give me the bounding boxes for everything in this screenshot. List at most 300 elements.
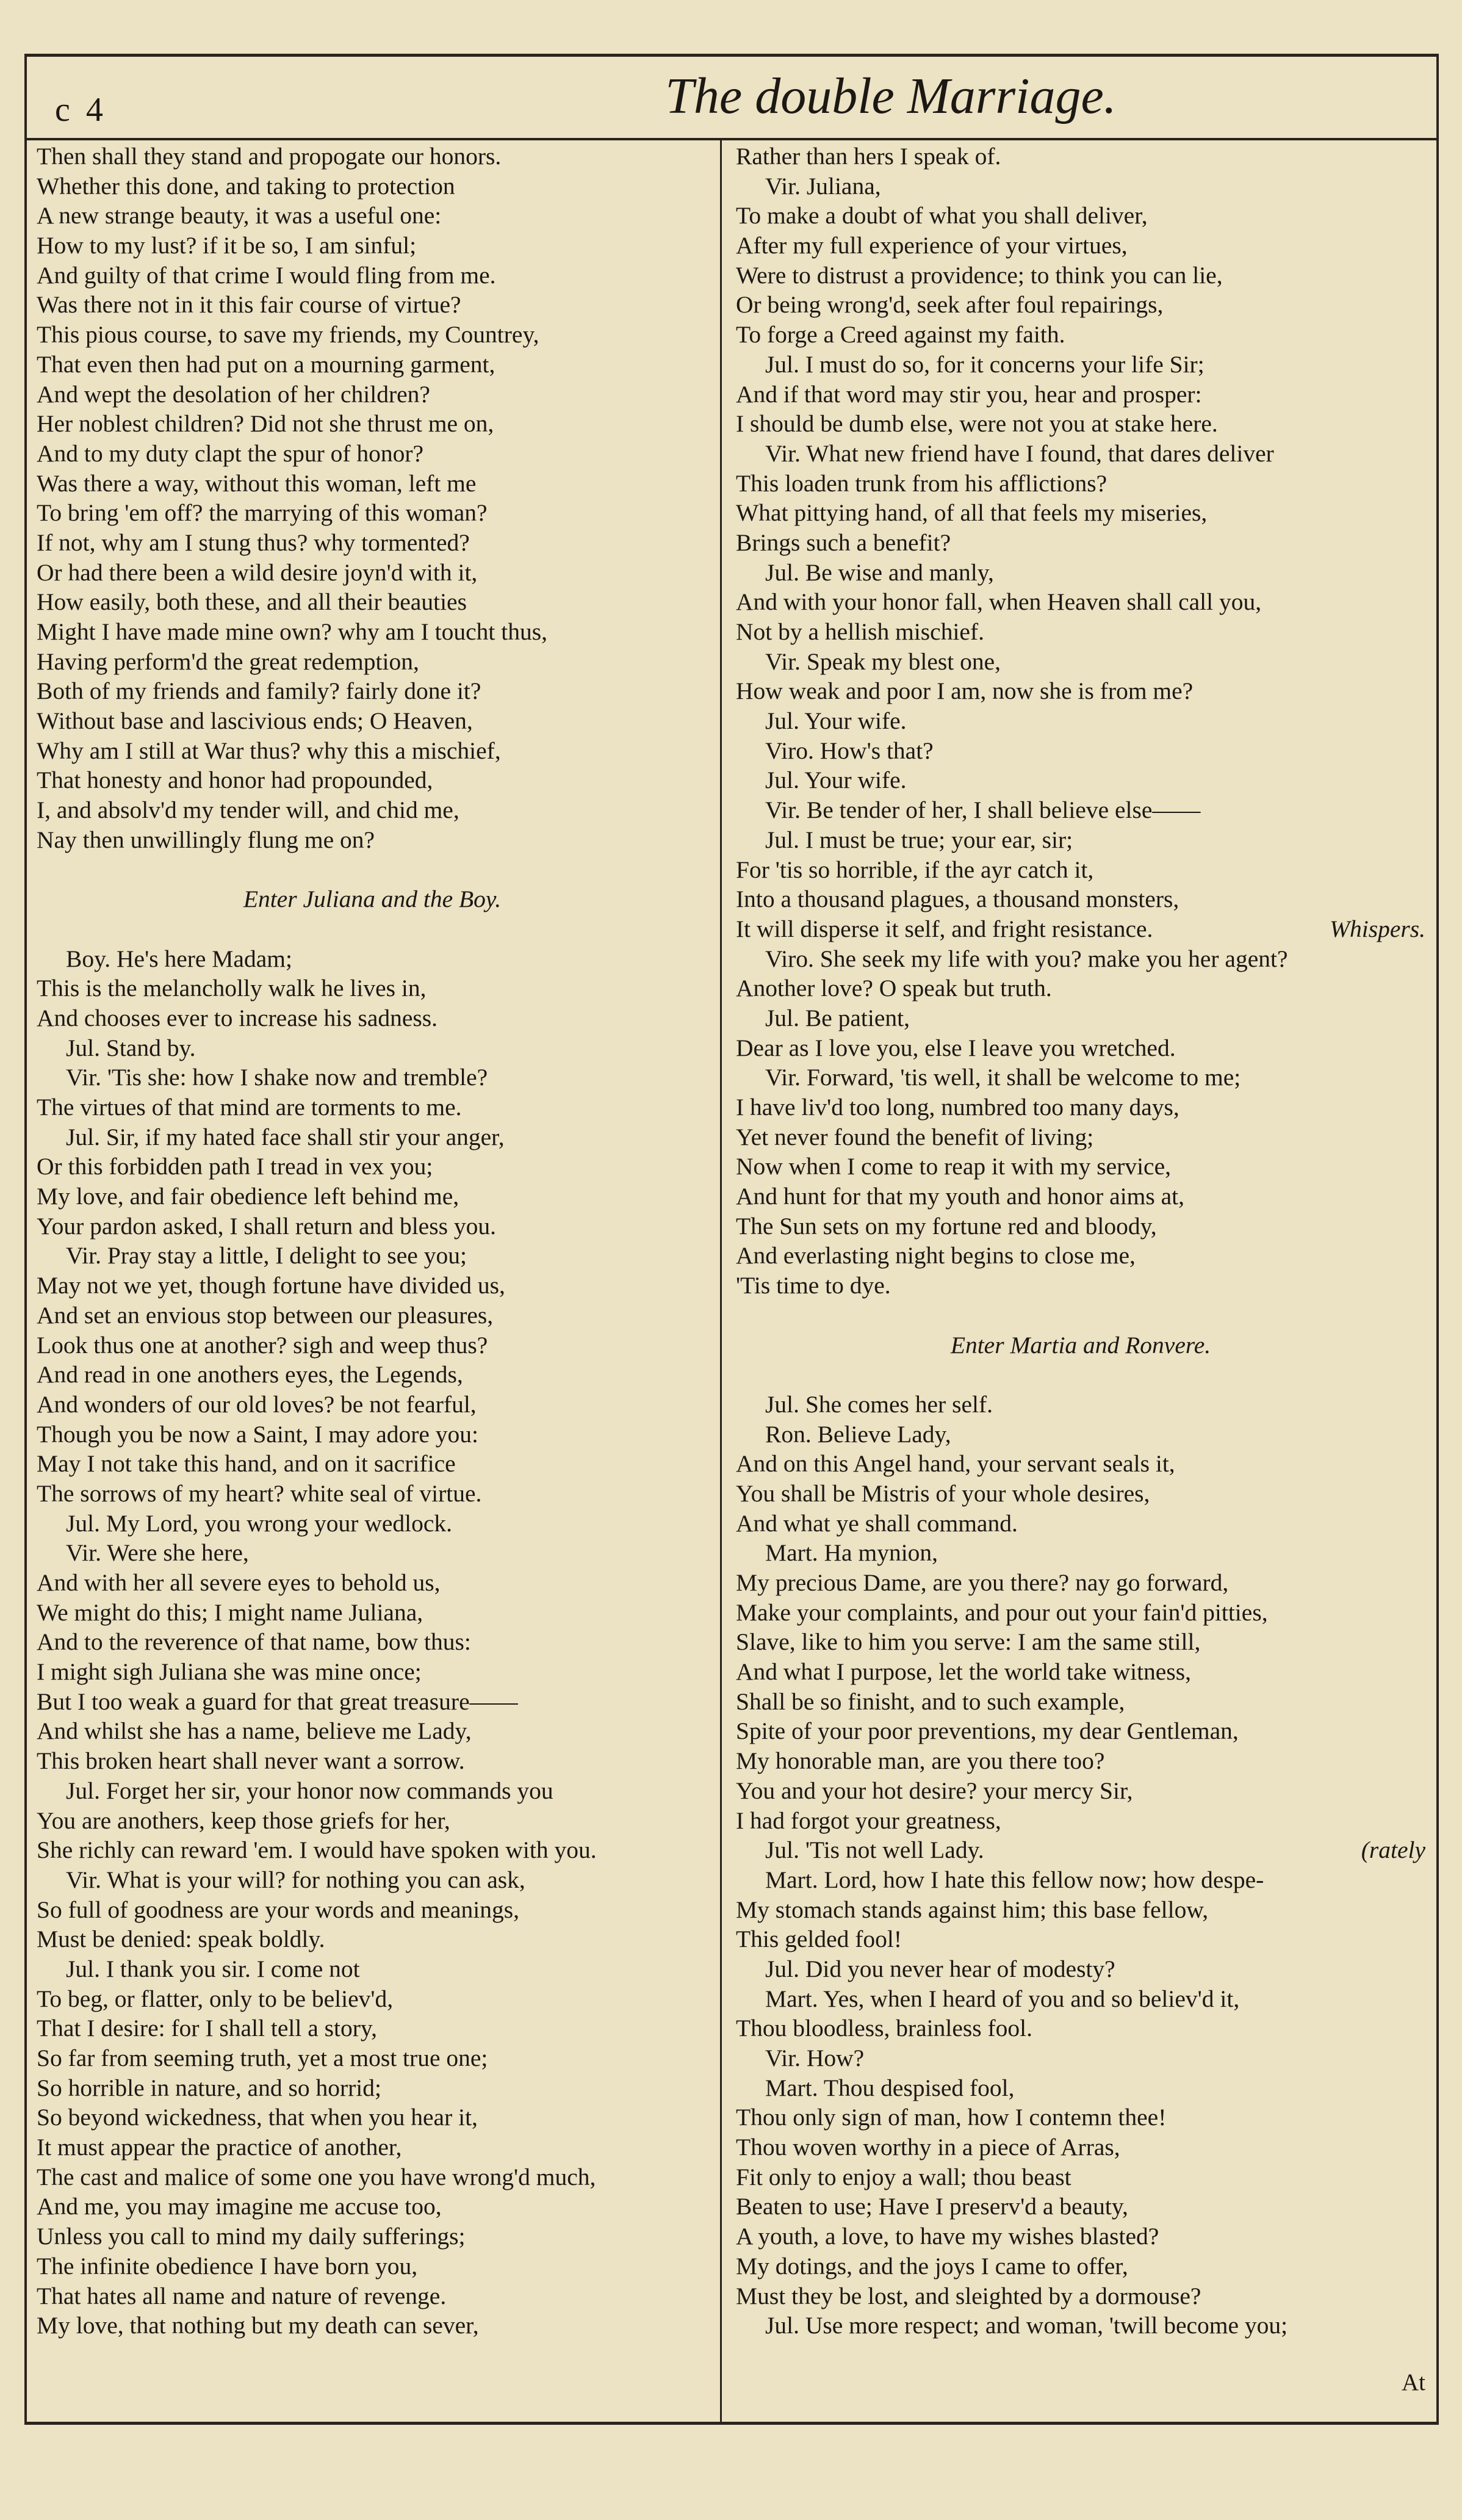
line-text: You and your hot desire? your mercy Sir, xyxy=(736,1777,1133,1804)
line-text: We might do this; I might name Juliana, xyxy=(37,1598,423,1626)
text-line xyxy=(736,973,1425,1003)
text-line xyxy=(736,528,1425,558)
text-line xyxy=(736,350,1425,380)
line-text: Mart. Thou despised fool, xyxy=(765,2074,1015,2101)
line-text: My precious Dame, are you there? nay go forward, xyxy=(736,1569,1229,1596)
text-line xyxy=(736,380,1425,410)
text-line xyxy=(37,1182,708,1211)
line-text: Jul. Use more respect; and woman, 'twill become you; xyxy=(765,2312,1288,2339)
text-line xyxy=(736,736,1425,766)
text-line xyxy=(736,1271,1425,1301)
text-line xyxy=(37,1538,708,1568)
text-line xyxy=(37,2311,708,2341)
text-line xyxy=(37,2222,708,2251)
text-line xyxy=(736,2222,1425,2251)
text-line xyxy=(736,1241,1425,1271)
text-line xyxy=(37,617,708,647)
line-text: Jul. Forget her sir, your honor now commands you xyxy=(66,1777,553,1804)
text-line xyxy=(736,1420,1425,1450)
text-line xyxy=(37,1092,708,1122)
text-line xyxy=(37,765,708,795)
text-line xyxy=(736,587,1425,617)
text-line xyxy=(736,2073,1425,2103)
text-line xyxy=(37,201,708,231)
line-text: You are anothers, keep those griefs for her, xyxy=(37,1807,450,1834)
text-line xyxy=(37,1122,708,1152)
text-line xyxy=(37,1984,708,2014)
line-text: Jul. Your wife. xyxy=(765,767,907,794)
text-line xyxy=(37,587,708,617)
text-line xyxy=(37,1954,708,1984)
catchword: At xyxy=(1402,2369,1425,2395)
line-text: Make your complaints, and pour out your fain'd pitties, xyxy=(736,1598,1268,1626)
line-text: Shall be so finisht, and to such example, xyxy=(736,1688,1125,1715)
text-line xyxy=(37,171,708,201)
line-text: Vir. How? xyxy=(765,2045,865,2071)
line-text: Was there not in it this fair course of virtue? xyxy=(37,291,461,319)
text-line xyxy=(736,1716,1425,1746)
line-text: And me, you may imagine me accuse too, xyxy=(37,2193,442,2220)
line-text: Vir. Be tender of her, I shall believe else—— xyxy=(765,796,1201,824)
line-text: For 'tis so horrible, if the ayr catch it, xyxy=(736,856,1094,883)
spacer xyxy=(37,855,708,885)
text-line xyxy=(736,2103,1425,2132)
text-line xyxy=(736,1687,1425,1717)
text-line xyxy=(37,380,708,410)
text-line xyxy=(736,855,1425,885)
line-text: 'Tis time to dye. xyxy=(736,1272,891,1299)
text-line xyxy=(736,1092,1425,1122)
text-line xyxy=(37,2192,708,2222)
line-text: Both of my friends and family? fairly done it? xyxy=(37,677,481,705)
line-text: Might I have made mine own? why am I toucht thus, xyxy=(37,618,548,645)
left-border xyxy=(24,54,27,2422)
line-text: I had forgot your greatness, xyxy=(736,1807,1001,1834)
text-line xyxy=(736,320,1425,350)
line-text: May I not take this hand, and on it sacrifice xyxy=(37,1450,456,1478)
line-text: Vir. 'Tis she: how I shake now and tremble? xyxy=(66,1064,488,1091)
line-text: Jul. My Lord, you wrong your wedlock. xyxy=(66,1509,453,1537)
text-line xyxy=(736,1865,1425,1895)
line-text: How weak and poor I am, now she is from me? xyxy=(736,677,1194,705)
line-text: Into a thousand plagues, a thousand monsters, xyxy=(736,886,1179,913)
line-text: And chooses ever to increase his sadness. xyxy=(37,1004,438,1031)
text-line xyxy=(37,261,708,291)
text-line xyxy=(37,1746,708,1776)
line-text: To bring 'em off? the marrying of this woman? xyxy=(37,499,488,527)
line-text: May not we yet, though fortune have divided us, xyxy=(37,1272,505,1299)
text-line xyxy=(37,2251,708,2281)
line-text: Her noblest children? Did not she thrust me on, xyxy=(37,410,494,438)
text-line xyxy=(736,1924,1425,1954)
line-text: Jul. Be patient, xyxy=(765,1004,910,1031)
header-rule xyxy=(24,138,1439,140)
text-line xyxy=(37,706,708,736)
line-text: Viro. How's that? xyxy=(765,737,934,764)
line-text: And what I purpose, let the world take witness, xyxy=(736,1658,1191,1686)
text-line xyxy=(37,647,708,677)
text-line xyxy=(37,1865,708,1895)
text-line xyxy=(736,1746,1425,1776)
line-text: That honesty and honor had propounded, xyxy=(37,767,433,794)
line-text: This is the melancholly walk he lives in, xyxy=(37,975,427,1002)
line-text: That I desire: for I shall tell a story, xyxy=(37,2015,377,2042)
line-text: And everlasting night begins to close me, xyxy=(736,1242,1136,1269)
text-line xyxy=(736,558,1425,588)
line-text: But I too weak a guard for that great treasure—— xyxy=(37,1688,518,1715)
text-line xyxy=(37,1301,708,1330)
text-line xyxy=(37,2013,708,2043)
line-text: So beyond wickedness, that when you hear it, xyxy=(37,2104,478,2131)
line-text: Jul. Sir, if my hated face shall stir your anger, xyxy=(66,1123,505,1150)
line-text: If not, why am I stung thus? why tormented? xyxy=(37,529,470,556)
right-border xyxy=(1436,54,1439,2422)
line-text: And whilst she has a name, believe me Lady, xyxy=(37,1717,472,1745)
line-text: Jul. Stand by. xyxy=(66,1034,196,1061)
text-line xyxy=(736,1835,1425,1865)
line-text: Vir. What new friend have I found, that dares deliver xyxy=(765,439,1274,467)
line-text: How to my lust? if it be so, I am sinful; xyxy=(37,232,417,259)
text-line xyxy=(736,2132,1425,2162)
line-text: And to my duty clapt the spur of honor? xyxy=(37,439,424,467)
line-text: And wonders of our old loves? be not fearful, xyxy=(37,1390,477,1418)
line-text: This broken heart shall never want a sorrow. xyxy=(37,1747,465,1775)
line-text: Jul. Did you never hear of modesty? xyxy=(765,1955,1115,1982)
line-text: That even then had put on a mourning garment, xyxy=(37,350,495,378)
line-text: Without base and lascivious ends; O Heaven, xyxy=(37,707,473,735)
line-text: Why am I still at War thus? why this a mischief, xyxy=(37,737,501,764)
line-text: My honorable man, are you there too? xyxy=(736,1747,1105,1775)
line-text: My love, and fair obedience left behind me, xyxy=(37,1183,459,1210)
line-text: You shall be Mistris of your whole desires, xyxy=(736,1479,1150,1507)
line-text: Nay then unwillingly flung me on? xyxy=(37,826,375,853)
line-text: My dotings, and the joys I came to offer, xyxy=(736,2252,1128,2280)
text-line xyxy=(37,1449,708,1479)
line-text: Thou bloodless, brainless fool. xyxy=(736,2015,1033,2042)
text-line xyxy=(37,1509,708,1539)
text-line xyxy=(736,1182,1425,1211)
text-line xyxy=(37,1895,708,1925)
text-line xyxy=(37,439,708,469)
line-text: Whether this done, and taking to protection xyxy=(37,172,455,200)
marginal-note: Whispers. xyxy=(1330,915,1425,942)
line-text: And wept the desolation of her children? xyxy=(37,380,430,408)
text-line xyxy=(37,142,708,171)
running-title: The double Marriage. xyxy=(665,68,1117,125)
line-text: Then shall they stand and propogate our honors. xyxy=(37,143,502,170)
line-text: Thou woven worthy in a piece of Arras, xyxy=(736,2134,1120,2161)
text-line xyxy=(37,795,708,825)
text-line xyxy=(736,469,1425,499)
text-line xyxy=(37,1835,708,1865)
text-line xyxy=(736,1152,1425,1182)
line-text: Must they be lost, and sleighted by a dormouse? xyxy=(736,2282,1201,2309)
line-text: How easily, both these, and all their beauties xyxy=(37,588,467,616)
line-text: Thou only sign of man, how I contemn thee! xyxy=(736,2104,1167,2131)
line-text: It will disperse it self, and fright resistance. xyxy=(736,915,1153,942)
line-text: Was there a way, without this woman, left me xyxy=(37,469,477,497)
text-line xyxy=(37,1063,708,1092)
text-line xyxy=(736,647,1425,677)
line-text: It must appear the practice of another, xyxy=(37,2134,402,2161)
text-line xyxy=(736,2192,1425,2222)
line-text: A new strange beauty, it was a useful one: xyxy=(37,202,442,229)
bottom-rule xyxy=(24,2422,1439,2425)
text-line xyxy=(37,1330,708,1360)
text-line xyxy=(736,884,1425,914)
text-line xyxy=(736,2311,1425,2341)
line-text: Or had there been a wild desire joyn'd with it, xyxy=(37,558,478,586)
line-text: Dear as I love you, else I leave you wretched. xyxy=(736,1034,1176,1061)
line-text: And with her all severe eyes to behold us, xyxy=(37,1569,441,1596)
line-text: To beg, or flatter, only to be believ'd, xyxy=(37,1985,394,2012)
text-line xyxy=(736,795,1425,825)
text-line xyxy=(37,290,708,320)
left-text-column xyxy=(37,142,708,2341)
text-line xyxy=(736,1806,1425,1836)
text-line xyxy=(736,1033,1425,1063)
text-line xyxy=(37,1271,708,1301)
line-text: And to the reverence of that name, bow thus: xyxy=(37,1628,471,1656)
text-line xyxy=(37,1420,708,1450)
line-text: Rather than hers I speak of. xyxy=(736,143,1001,170)
text-line xyxy=(736,706,1425,736)
spacer xyxy=(736,1301,1425,1330)
text-line xyxy=(736,498,1425,528)
line-text: Look thus one at another? sigh and weep thus? xyxy=(37,1331,488,1359)
line-text: Brings such a benefit? xyxy=(736,529,951,556)
text-line xyxy=(736,1211,1425,1241)
text-line xyxy=(37,1003,708,1033)
text-line xyxy=(736,2043,1425,2073)
text-line xyxy=(37,2281,708,2311)
line-text: Were to distrust a providence; to think you can lie, xyxy=(736,261,1223,289)
text-line xyxy=(736,1568,1425,1598)
line-text: And read in one anothers eyes, the Legends, xyxy=(37,1361,463,1388)
text-line xyxy=(736,1122,1425,1152)
text-line xyxy=(37,676,708,706)
text-line xyxy=(37,528,708,558)
text-line xyxy=(736,2281,1425,2311)
stage-direction xyxy=(37,884,708,914)
line-text: This loaden trunk from his afflictions? xyxy=(736,469,1107,497)
line-text: Jul. I must be true; your ear, sir; xyxy=(765,826,1073,853)
spacer xyxy=(736,1360,1425,1390)
text-line xyxy=(37,2073,708,2103)
text-line xyxy=(37,1776,708,1806)
text-line xyxy=(37,1806,708,1836)
line-text: That hates all name and nature of revenge. xyxy=(37,2282,447,2309)
line-text: Enter Juliana and the Boy. xyxy=(243,886,502,913)
text-line xyxy=(736,1954,1425,1984)
line-text: Unless you call to mind my daily sufferings; xyxy=(37,2223,466,2250)
line-text: And guilty of that crime I would fling from me. xyxy=(37,261,496,289)
line-text: Vir. What is your will? for nothing you can ask, xyxy=(66,1866,525,1893)
text-line xyxy=(736,1598,1425,1628)
right-text-column xyxy=(736,142,1425,2341)
text-line xyxy=(37,1241,708,1271)
line-text: Or this forbidden path I tread in vex you; xyxy=(37,1153,433,1180)
text-line xyxy=(736,1657,1425,1687)
text-line xyxy=(37,1657,708,1687)
text-line xyxy=(37,2043,708,2073)
text-line xyxy=(736,676,1425,706)
line-text: So far from seeming truth, yet a most true one; xyxy=(37,2045,488,2071)
line-text: Jul. 'Tis not well Lady. xyxy=(765,1836,984,1864)
line-text: I, and absolv'd my tender will, and chid me, xyxy=(37,796,459,824)
line-text: Vir. Speak my blest one, xyxy=(765,648,1001,675)
text-line xyxy=(736,617,1425,647)
text-line xyxy=(37,469,708,499)
text-line xyxy=(736,409,1425,439)
text-line xyxy=(736,2013,1425,2043)
line-text: And on this Angel hand, your servant seals it, xyxy=(736,1450,1175,1478)
line-text: So full of goodness are your words and meanings, xyxy=(37,1896,519,1923)
line-text: Mart. Lord, how I hate this fellow now; how despe- xyxy=(765,1866,1264,1893)
line-text: A youth, a love, to have my wishes blasted? xyxy=(736,2223,1159,2250)
spacer xyxy=(37,914,708,944)
line-text: My love, that nothing but my death can sever, xyxy=(37,2312,479,2339)
text-line xyxy=(37,231,708,261)
text-line xyxy=(736,2162,1425,2192)
line-text: Vir. Forward, 'tis well, it shall be welcome to me; xyxy=(765,1064,1241,1091)
text-line xyxy=(37,1033,708,1063)
text-line xyxy=(736,914,1425,944)
line-text: Though you be now a Saint, I may adore you: xyxy=(37,1420,479,1448)
line-text: After my full experience of your virtues, xyxy=(736,232,1128,259)
line-text: Jul. Be wise and manly, xyxy=(765,558,994,586)
line-text: Mart. Ha mynion, xyxy=(765,1539,938,1567)
line-text: I have liv'd too long, numbred too many days, xyxy=(736,1094,1179,1121)
text-line xyxy=(736,1509,1425,1539)
text-line xyxy=(37,1627,708,1657)
text-line xyxy=(37,2103,708,2132)
text-line xyxy=(37,736,708,766)
line-text: What pittying hand, of all that feels my miseries, xyxy=(736,499,1208,527)
line-text: Jul. I must do so, for it concerns your life Sir; xyxy=(765,350,1205,378)
text-line xyxy=(736,171,1425,201)
line-text: My stomach stands against him; this base fellow, xyxy=(736,1896,1209,1923)
text-line xyxy=(37,973,708,1003)
text-line xyxy=(736,1776,1425,1806)
text-line xyxy=(736,1538,1425,1568)
line-text: Yet never found the benefit of living; xyxy=(736,1123,1094,1150)
text-line xyxy=(736,439,1425,469)
text-line xyxy=(736,231,1425,261)
text-line xyxy=(37,1360,708,1390)
line-text: To make a doubt of what you shall deliver, xyxy=(736,202,1148,229)
signature-mark: c 4 xyxy=(55,91,107,129)
line-text: Your pardon asked, I shall return and bless you. xyxy=(37,1212,496,1240)
column-divider xyxy=(720,138,722,2424)
text-line xyxy=(736,825,1425,855)
line-text: Spite of your poor preventions, my dear Gentleman, xyxy=(736,1717,1239,1745)
line-text: So horrible in nature, and so horrid; xyxy=(37,2074,381,2101)
line-text: This pious course, to save my friends, my Countrey, xyxy=(37,321,539,348)
text-line xyxy=(736,1063,1425,1092)
line-text: To forge a Creed against my faith. xyxy=(736,321,1065,348)
line-text: Another love? O speak but truth. xyxy=(736,975,1052,1002)
line-text: The Sun sets on my fortune red and bloody, xyxy=(736,1212,1157,1240)
text-line xyxy=(37,409,708,439)
line-text: Jul. She comes her self. xyxy=(765,1390,993,1418)
text-line xyxy=(736,1003,1425,1033)
line-text: Beaten to use; Have I preserv'd a beauty, xyxy=(736,2193,1128,2220)
text-line xyxy=(736,765,1425,795)
line-text: Or being wrong'd, seek after foul repairings, xyxy=(736,291,1164,319)
line-text: Fit only to enjoy a wall; thou beast xyxy=(736,2163,1071,2190)
text-line xyxy=(37,1716,708,1746)
line-text: Jul. Your wife. xyxy=(765,707,907,735)
line-text: Having perform'd the great redemption, xyxy=(37,648,419,675)
line-text: The sorrows of my heart? white seal of virtue. xyxy=(37,1479,482,1507)
text-line xyxy=(736,1479,1425,1509)
text-line xyxy=(37,1687,708,1717)
text-line xyxy=(37,2162,708,2192)
line-text: Vir. Were she here, xyxy=(66,1539,249,1567)
line-text: I should be dumb else, were not you at stake here. xyxy=(736,410,1218,438)
text-line xyxy=(37,558,708,588)
line-text: Ron. Believe Lady, xyxy=(765,1420,951,1448)
marginal-note: (rately xyxy=(1361,1836,1425,1864)
line-text: Boy. He's here Madam; xyxy=(66,945,292,972)
text-line xyxy=(37,350,708,380)
text-line xyxy=(736,290,1425,320)
line-text: And set an envious stop between our pleasures, xyxy=(37,1301,494,1329)
line-text: Viro. She seek my life with you? make you her agent? xyxy=(765,945,1288,972)
text-line xyxy=(736,142,1425,171)
line-text: Slave, like to him you serve: I am the same still, xyxy=(736,1628,1201,1656)
line-text: Mart. Yes, when I heard of you and so believ'd it, xyxy=(765,1985,1240,2012)
text-line xyxy=(736,1390,1425,1420)
line-text: This gelded fool! xyxy=(736,1926,902,1953)
line-text: The infinite obedience I have born you, xyxy=(37,2252,418,2280)
line-text: And if that word may stir you, hear and prosper: xyxy=(736,380,1202,408)
text-line xyxy=(37,1152,708,1182)
text-line xyxy=(37,1211,708,1241)
line-text: She richly can reward 'em. I would have spoken with you. xyxy=(37,1836,597,1864)
line-text: Must be denied: speak boldly. xyxy=(37,1926,325,1953)
line-text: The cast and malice of some one you have wrong'd much, xyxy=(37,2163,596,2190)
text-line xyxy=(37,1390,708,1420)
text-line xyxy=(37,1568,708,1598)
line-text: Vir. Pray stay a little, I delight to see you; xyxy=(66,1242,467,1269)
line-text: Jul. I thank you sir. I come not xyxy=(66,1955,360,1982)
line-text: I might sigh Juliana she was mine once; xyxy=(37,1658,422,1686)
text-line xyxy=(37,2132,708,2162)
text-line xyxy=(736,1449,1425,1479)
stage-direction xyxy=(736,1330,1425,1360)
text-line xyxy=(37,1924,708,1954)
line-text: Vir. Juliana, xyxy=(765,172,881,200)
text-line xyxy=(37,1479,708,1509)
text-line xyxy=(736,1984,1425,2014)
line-text: Enter Martia and Ronvere. xyxy=(950,1331,1211,1359)
top-rule xyxy=(24,54,1439,57)
text-line xyxy=(37,1598,708,1628)
line-text: And what ye shall command. xyxy=(736,1509,1018,1537)
text-line xyxy=(736,2251,1425,2281)
text-line xyxy=(736,261,1425,291)
text-line xyxy=(37,320,708,350)
line-text: Not by a hellish mischief. xyxy=(736,618,984,645)
text-line xyxy=(736,944,1425,974)
line-text: Now when I come to reap it with my service, xyxy=(736,1153,1171,1180)
text-line xyxy=(736,1895,1425,1925)
line-text: And with your honor fall, when Heaven shall call you, xyxy=(736,588,1262,616)
text-line xyxy=(37,825,708,855)
text-line xyxy=(736,1627,1425,1657)
